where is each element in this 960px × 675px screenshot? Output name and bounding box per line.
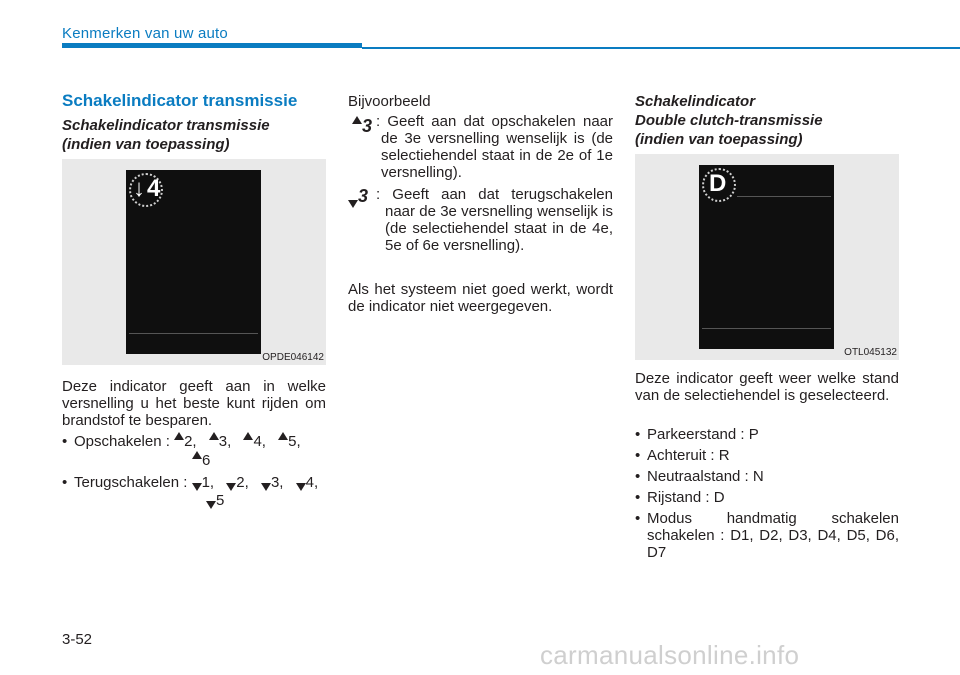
figure-code: OTL045132 [844,347,897,358]
subheading-line-1: Schakelindicator transmissie [62,117,270,134]
up-triangle-icon [352,116,362,124]
list-item-text: Rijstand : D [647,489,725,506]
example-glyph-up [352,116,372,137]
example-gear-glyph: 3 [358,186,369,206]
list-item [635,489,899,506]
down-triangle-icon [296,483,306,491]
watermark: carmanualsonline.info [540,640,800,670]
list-item [635,426,899,443]
down-triangle-icon [261,483,271,491]
downshift-value: 1, [201,474,215,491]
header-rule-thin [362,47,960,49]
bullet: • [635,426,641,443]
subheading-line-3: (indien van toepassing) [635,131,803,148]
list-item [635,510,899,561]
bullet: • [635,447,641,464]
cluster-screen [699,165,834,349]
up-triangle-icon [209,432,219,440]
cluster-screen [126,170,261,354]
subheading-dct-indicator [635,92,823,149]
downshift-last [74,492,344,510]
example-label: Bijvoorbeeld [348,93,431,110]
example-glyph-down [348,186,368,208]
bullet: • [635,468,641,485]
section-title: Kenmerken van uw auto [62,25,228,42]
down-triangle-icon [348,200,358,208]
downshift-value: 4, [305,474,319,491]
upshift-value: 3, [218,433,232,450]
bullet: • [635,510,641,527]
example-downshift [348,186,613,254]
up-triangle-icon [278,432,288,440]
gear-number: 4 [147,175,161,202]
screen-divider [129,333,258,334]
dct-intro-paragraph: Deze indicator geeft weer welke stand van de selectiehendel is geselecteerd. [635,370,899,404]
bullet: • [62,474,68,491]
upshift-value: 6 [202,452,211,469]
list-item [635,447,899,464]
screen-divider-top [737,196,831,197]
list-item-text: Parkeerstand : P [647,426,759,443]
down-triangle-icon [206,501,216,509]
heading-shift-indicator: Schakelindicator transmissie [62,91,298,110]
down-triangle-icon [226,483,236,491]
list-item-text: Achteruit : R [647,447,730,464]
header-rule-thick [62,43,362,48]
subheading-line-1: Schakelindicator [635,93,756,110]
downshift-label: Terugschakelen : [74,474,188,491]
gear-position-letter: D [709,170,727,197]
list-item-text: Modus handmatig schakelen schakelen : D1, D2, D3, D4, D5, D6, D7 [647,510,899,561]
example-upshift [348,113,613,181]
intro-paragraph: Deze indicator geeft aan in welke versnelling u het beste kunt rijden om brandstof te besparen. [62,378,326,429]
downshift-value: 3, [270,474,284,491]
subheading-shift-indicator [62,116,270,154]
list-item-downshift [62,474,344,510]
list-item-upshift [62,432,344,470]
bullet: • [62,433,68,450]
example-downshift-text: : Geeft aan dat terugschakelen naar de 3e versnelling wenselijk is (de selectiehendel staat in de 4e, 5e of 6e versnelling). [376,186,613,254]
gear-position-list [635,426,899,561]
upshift-value: 5, [288,433,301,450]
down-triangle-icon [192,483,202,491]
list-item-text: Neutraalstand : N [647,468,764,485]
bullet: • [635,489,641,506]
figure-code: OPDE046142 [262,352,324,363]
downshift-arrow-icon: ↓ [133,175,145,202]
malfunction-note: Als het systeem niet goed werkt, wordt de indicator niet weergegeven. [348,281,613,315]
upshift-label: Opschakelen : [74,433,170,450]
downshift-value: 2, [236,474,249,491]
upshift-value: 4, [253,433,266,450]
up-triangle-icon [243,432,253,440]
figure-dct-display [635,154,899,360]
downshift-value: 5 [216,492,225,509]
up-triangle-icon [192,451,202,459]
up-triangle-icon [174,432,184,440]
figure-manual-shift-display [62,159,326,365]
upshift-last [74,451,344,470]
subheading-line-2: Double clutch-transmissie [635,112,823,129]
page-number: 3-52 [62,631,93,648]
screen-divider [702,328,831,329]
example-upshift-text: : Geeft aan dat opschakelen naar de 3e versnelling wenselijk is (de selectiehendel staat in de 2e of 1e versnelling). [376,113,613,181]
subheading-line-2: (indien van toepassing) [62,136,230,153]
upshift-value: 2, [184,433,197,450]
example-gear-glyph: 3 [362,116,373,136]
list-item [635,468,899,485]
